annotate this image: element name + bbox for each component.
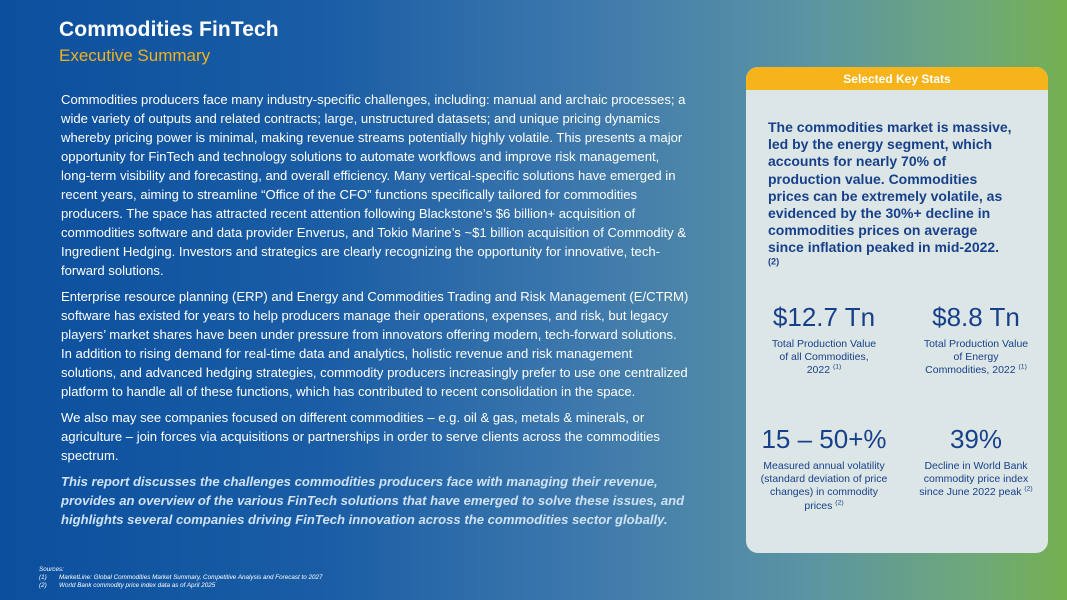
stat-price-index-decline bbox=[912, 424, 1040, 500]
sources-heading: Sources: bbox=[39, 566, 64, 573]
paragraph-intro: Commodities producers face many industry-specific challenges, including: manual and archaic processes; a wide variety of outputs and related contracts; large, unstructured datasets; and unique pricing dynamics whereby pricing power is minimal, making revenue streams potentially highly volatile. This presents a major opportunity for FinTech and technology solutions to automate workflows and improve risk management, long-term visibility and forecasting, and overall efficiency. Many vertical-specific solutions have emerged in recent years, aiming to streamline “Office of the CFO” functions specifically tailored for commodities producers. The space has attracted recent attention following Blackstone’s $6 billion+ acquisition of commodities software and data provider Enverus, and Tokio Marine’s ~$1 billion acquisition of Commodity & Ingredient Hedging. Investors and strategics are clearly recognizing the opportunity for innovative, tech-forward solutions. bbox=[61, 92, 687, 278]
stat-label bbox=[912, 338, 1040, 378]
stat-energy-production-value bbox=[912, 302, 1040, 378]
key-stats-header: Selected Key Stats bbox=[746, 67, 1048, 90]
stat-value: $12.7 Tn bbox=[772, 302, 876, 332]
body-text bbox=[61, 90, 691, 536]
footnote-ref: (2) bbox=[1024, 485, 1033, 493]
paragraph-consolidation: We also may see companies focused on different commodities – e.g. oil & gas, metals & minerals, or agriculture – join forces via acquisitions or partnerships in order to serve clients across the commodities spectrum. bbox=[61, 410, 660, 463]
page-subtitle: Executive Summary bbox=[59, 46, 211, 65]
stat-label-text: Total Production Value of all Commodities, 2022 bbox=[771, 338, 877, 377]
stat-label bbox=[760, 460, 888, 513]
key-stats-panel bbox=[746, 67, 1048, 553]
stat-value: 15 – 50+% bbox=[761, 424, 887, 454]
stat-label-text: Measured annual volatility (standard deviation of price changes) in commodity prices bbox=[760, 460, 888, 512]
stat-label-text: Total Production Value of Energy Commodities, 2022 bbox=[923, 338, 1029, 377]
source-number: (2) bbox=[39, 582, 47, 589]
footnote-ref: (2) bbox=[835, 499, 844, 507]
paragraph-erp: Enterprise resource planning (ERP) and Energy and Commodities Trading and Risk Management (E/CTRM) software has existed for years to help producers manage their operations, expenses, and risk, but legacy players’ market shares have been under pressure from innovators offering modern, tech-forward solutions. In addition to rising demand for real-time data and analytics, holistic revenue and risk management solutions, and advanced hedging strategies, commodity producers increasingly prefer to use one centralized platform to handle all of these functions, which has contributed to recent consolidation in the space. bbox=[61, 289, 689, 399]
source-text: MarketLine: Global Commodities Market Summary, Competitive Analysis and Forecast to 2027 bbox=[59, 574, 323, 581]
stat-value: 39% bbox=[949, 424, 1003, 454]
source-item bbox=[39, 574, 323, 582]
stat-total-production-value bbox=[760, 302, 888, 378]
source-item bbox=[39, 582, 323, 590]
footnote-ref: (1) bbox=[832, 363, 842, 371]
key-stats-intro-text: The commodities market is massive, led by the energy segment, which accounts for nearly 70% of production value. Commodities prices can be extremely volatile, as evidenced by the 30%+ decline in commodities prices on average since inflation peaked in mid-2022. bbox=[768, 119, 1012, 256]
stat-label bbox=[912, 460, 1040, 500]
source-text: World Bank commodity price index data as of April 2025 bbox=[59, 582, 216, 589]
source-number: (1) bbox=[39, 574, 47, 581]
stat-label-text: Decline in World Bank commodity price index since June 2022 peak bbox=[919, 460, 1029, 499]
stat-price-volatility bbox=[760, 424, 888, 513]
stat-label bbox=[760, 338, 888, 378]
page-title: Commodities FinTech bbox=[59, 18, 279, 41]
footnote-ref: (2) bbox=[768, 255, 780, 266]
stat-value: $8.8 Tn bbox=[932, 302, 1020, 332]
sources-footnote bbox=[39, 566, 323, 590]
footnote-ref: (1) bbox=[1018, 363, 1027, 371]
paragraph-report-overview: This report discusses the challenges commodities producers face with managing their revenue, provides an overview of the various FinTech solutions that have emerged to solve these issues, and highlights several companies driving FinTech innovation across the commodities sector globally. bbox=[61, 474, 685, 527]
key-stats-intro bbox=[768, 119, 1013, 274]
